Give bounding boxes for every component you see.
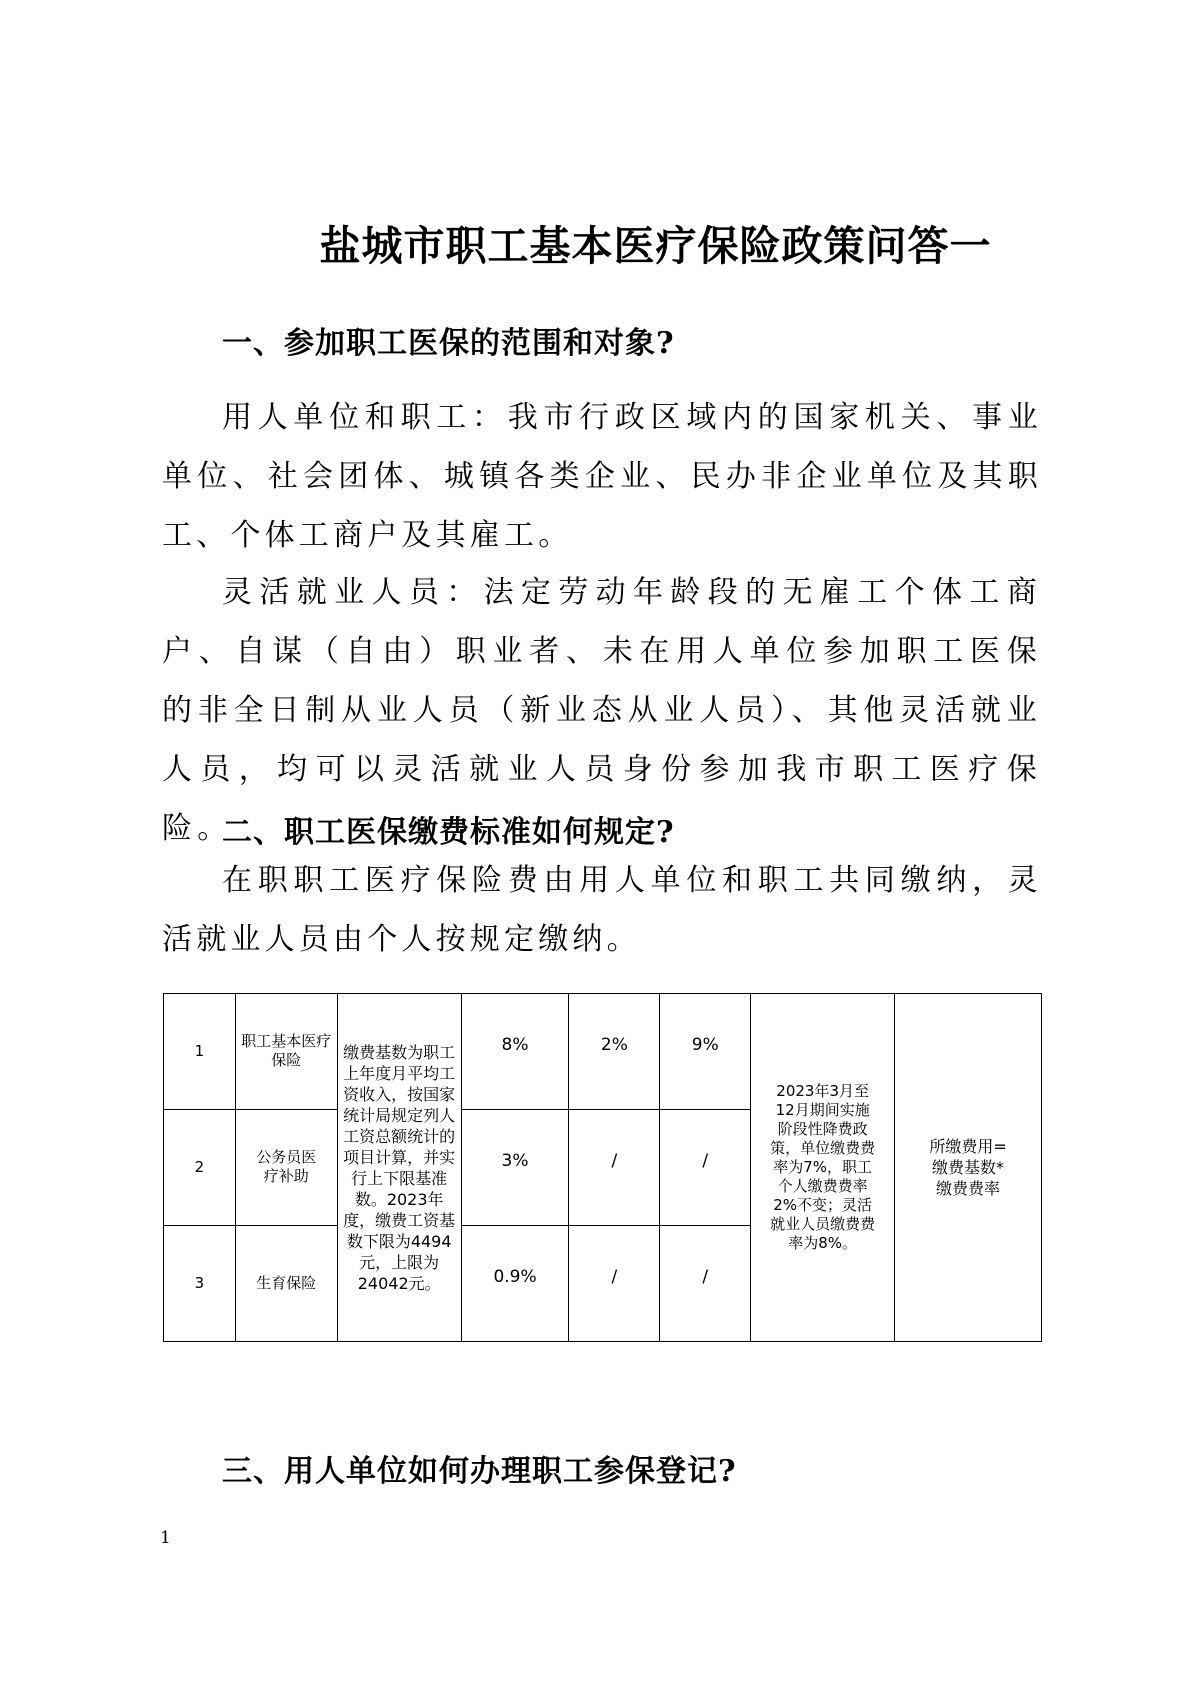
unit-rate: 3% [461, 1109, 569, 1225]
section-3-heading: 三、用人单位如何办理职工参保登记? [222, 1454, 737, 1489]
flexible-rate: 9% [660, 994, 751, 1110]
flexible-rate: / [660, 1225, 751, 1341]
insurance-name: 公务员医疗补助 [235, 1109, 337, 1225]
personal-rate: / [569, 1109, 660, 1225]
document-title: 盐城市职工基本医疗保险政策问答一 [319, 222, 992, 270]
fee-table [163, 993, 1042, 1342]
row-number: 1 [164, 994, 236, 1110]
insurance-name: 生育保险 [235, 1225, 337, 1341]
contribution-base-note: 缴费基数为职工上年度月平均工资收入，按国家统计局规定列人工资总额统计的项目计算，并实行上下限基准数。2023年度，缴费工资基数下限为4494元，上限为24042元。 [337, 994, 461, 1342]
page-number: 1 [160, 1528, 171, 1548]
unit-rate: 0.9% [461, 1225, 569, 1341]
unit-rate: 8% [461, 994, 569, 1110]
flexible-rate: / [660, 1109, 751, 1225]
insurance-name: 职工基本医疗保险 [235, 994, 337, 1110]
section-2-paragraph-1: 在职职工医疗保险费由用人单位和职工共同缴纳，灵活就业人员由个人按规定缴纳。 [162, 863, 1042, 957]
rate-reduction-note: 2023年3月至12月期间实施阶段性降费政策，单位缴费费率为7%，职工个人缴费费率2%不变；灵活就业人员缴费费率为8%。 [751, 994, 895, 1342]
section-2-heading: 二、职工医保缴费标准如何规定? [222, 815, 675, 850]
personal-rate: 2% [569, 994, 660, 1110]
section-1-paragraph-2: 灵活就业人员：法定劳动年龄段的无雇工个体工商户、自谋（自由）职业者、未在用人单位参加职工医保的非全日制从业人员（新业态从业人员）、其他灵活就业人员，均可以灵活就业人员身份参加我市职工医疗保险。 [162, 575, 1042, 846]
table-row [164, 994, 1042, 1110]
row-number: 3 [164, 1225, 236, 1341]
section-1-paragraph-1: 用人单位和职工：我市行政区域内的国家机关、事业单位、社会团体、城镇各类企业、民办非企业单位及其职工、个体工商户及其雇工。 [162, 400, 1042, 553]
fee-formula-note: 所缴费用=缴费基数*缴费费率 [895, 994, 1042, 1342]
section-1-heading: 一、参加职工医保的范围和对象? [222, 326, 675, 361]
personal-rate: / [569, 1225, 660, 1341]
row-number: 2 [164, 1109, 236, 1225]
